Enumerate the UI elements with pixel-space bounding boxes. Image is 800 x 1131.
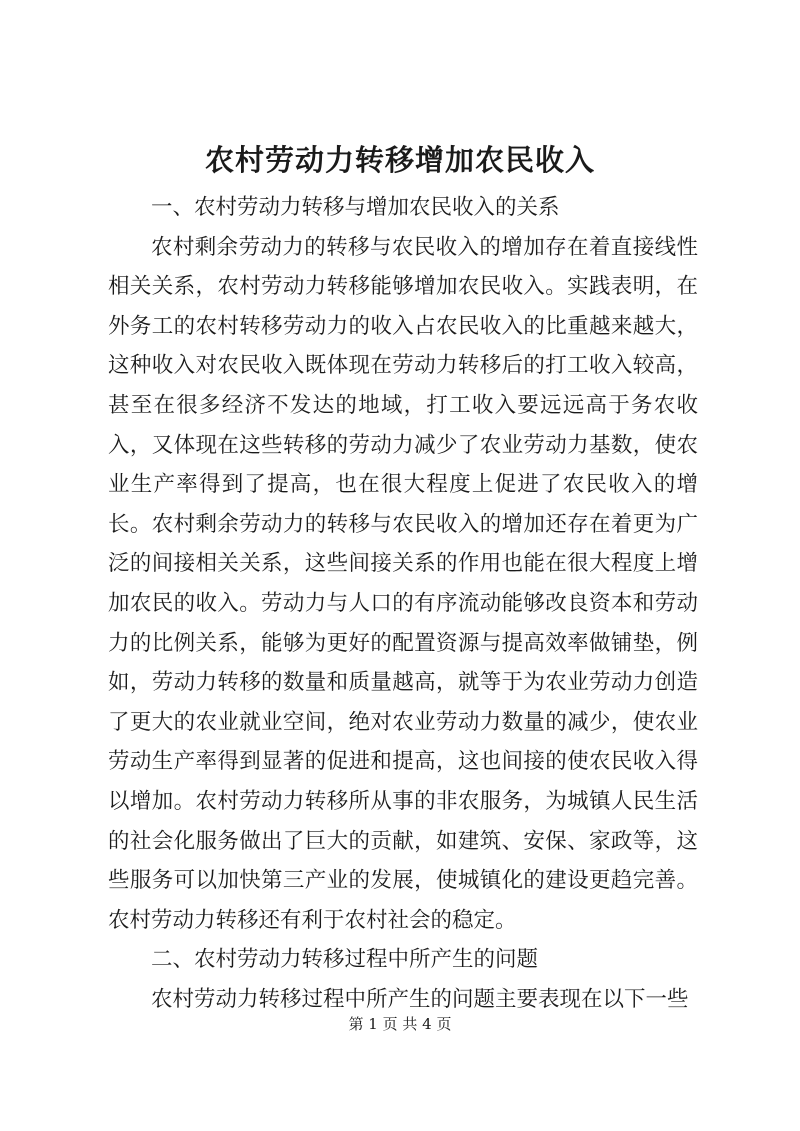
- section-heading-2: 二、农村劳动力转移过程中所产生的问题: [151, 947, 539, 973]
- section-heading-1: 一、农村劳动力转移与增加农民收入的关系: [151, 195, 560, 220]
- body-paragraph-2: 农村劳动力转移过程中所产生的问题主要表现在以下一些: [151, 986, 689, 1012]
- document-title: 农村劳动力转移增加农民收入: [204, 143, 595, 177]
- document-body: [108, 188, 698, 1019]
- body-paragraph-1: 农村剩余劳动力的转移与农民收入的增加存在着直接线性相关关系，农村劳动力转移能够增加农民收入。实践表明，在外务工的农村转移劳动力的收入占农民收入的比重越来越大，这种收入对农民收入既体现在劳动力转移后的打工收入较高，甚至在很多经济不发达的地域，打工收入要远远高于务农收入，又体现在这些转移的劳动力减少了农业劳动力基数，使农业生产率得到了提高，也在很大程度上促进了农民收入的增长。农村剩余劳动力的转移与农民收入的增加还存在着更为广泛的间接相关关系，这些间接关系的作用也能在很大程度上增加农民的收入。劳动力与人口的有序流动能够改良资本和劳动力的比例关系，能够为更好的配置资源与提高效率做铺垫，例如，劳动力转移的数量和质量越高，就等于为农业劳动力创造了更大的农业就业空间，绝对农业劳动力数量的减少，使农业劳动生产率得到显著的促进和提高，这也间接的使农民收入得以增加。农村劳动力转移所从事的非农服务，为城镇人民生活的社会化服务做出了巨大的贡献，如建筑、安保、家政等，这些服务可以加快第三产业的发展，使城镇化的建设更趋完善。农村劳动力转移还有利于农村社会的稳定。: [108, 234, 698, 933]
- page-footer: 第 1 页 共 4 页: [348, 1015, 452, 1033]
